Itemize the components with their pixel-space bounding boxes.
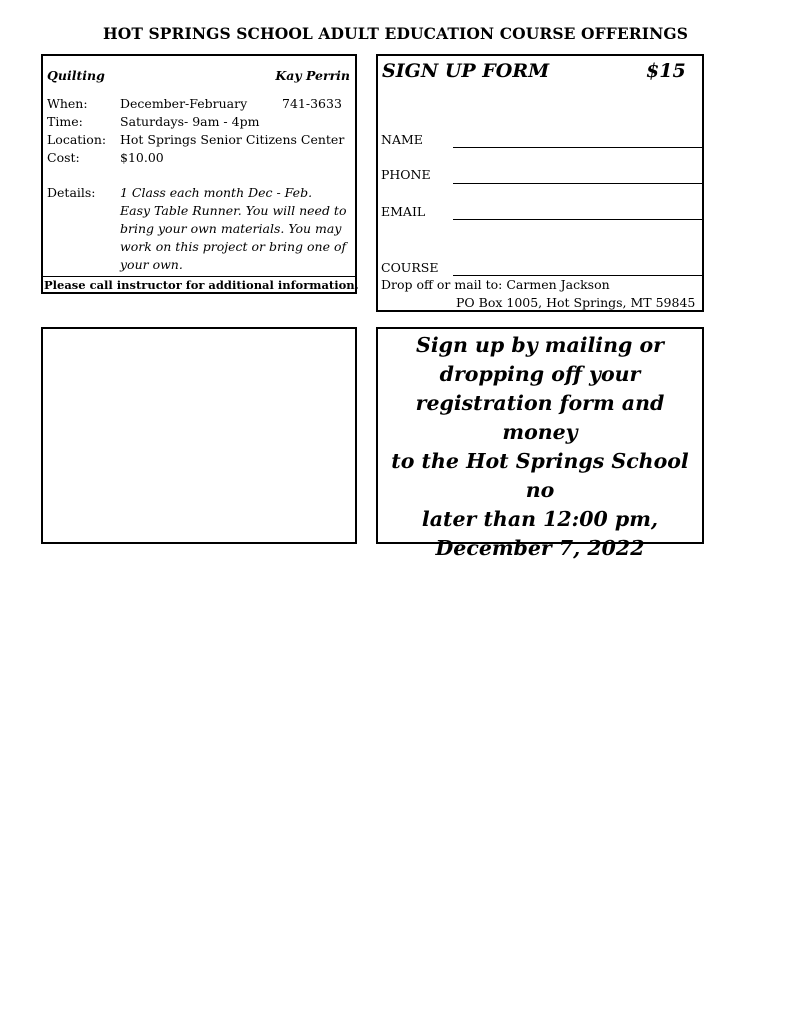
cost-value: $10.00: [120, 150, 164, 165]
notice-line: December 7, 2022: [435, 536, 645, 560]
time-value: Saturdays- 9am - 4pm: [120, 114, 260, 129]
email-field-line[interactable]: [453, 219, 702, 220]
name-label: NAME: [381, 132, 423, 147]
location-value: Hot Springs Senior Citizens Center: [120, 132, 345, 147]
divider: [43, 276, 355, 277]
email-label: EMAIL: [381, 204, 426, 219]
blank-box: [41, 327, 357, 544]
notice-line: dropping off your: [439, 362, 641, 386]
phone-label: PHONE: [381, 167, 431, 182]
signup-form-heading: SIGN UP FORM: [382, 60, 550, 82]
signup-form: [376, 54, 704, 312]
instructor-name: Kay Perrin: [275, 68, 350, 83]
notice-line: to the Hot Springs School no: [391, 449, 689, 502]
signup-notice-box: [376, 327, 704, 560]
when-label: When:: [47, 96, 88, 111]
name-field-line[interactable]: [453, 147, 702, 148]
details-line: bring your own materials. You may: [120, 221, 342, 236]
when-value: December-February: [120, 96, 248, 111]
details-line: Easy Table Runner. You will need to: [120, 203, 347, 218]
dropoff-address-line2: PO Box 1005, Hot Springs, MT 59845: [456, 295, 696, 310]
course-footer-note: Please call instructor for additional information.: [44, 278, 359, 292]
details-line: your own.: [120, 257, 183, 272]
signup-notice: [378, 331, 702, 563]
course-label: COURSE: [381, 260, 439, 275]
details-line: work on this project or bring one of: [120, 239, 347, 254]
notice-line: registration form and money: [415, 391, 665, 444]
time-label: Time:: [47, 114, 83, 129]
page-title: HOT SPRINGS SCHOOL ADULT EDUCATION COURSE OFFERINGS: [102, 24, 688, 43]
dropoff-address: Drop off or mail to: Carmen Jackson: [381, 277, 610, 292]
course-field-line[interactable]: [453, 275, 702, 276]
notice-line: later than 12:00 pm,: [421, 507, 659, 531]
signup-price: $15: [646, 60, 686, 82]
location-label: Location:: [47, 132, 107, 147]
cost-label: Cost:: [47, 150, 80, 165]
instructor-phone: 741-3633: [282, 96, 342, 111]
course-info-box: [41, 54, 357, 294]
phone-field-line[interactable]: [453, 183, 702, 184]
course-name: Quilting: [47, 68, 105, 83]
details-line: 1 Class each month Dec - Feb.: [120, 185, 313, 200]
details-label: Details:: [47, 185, 96, 200]
notice-line: Sign up by mailing or: [416, 333, 664, 357]
